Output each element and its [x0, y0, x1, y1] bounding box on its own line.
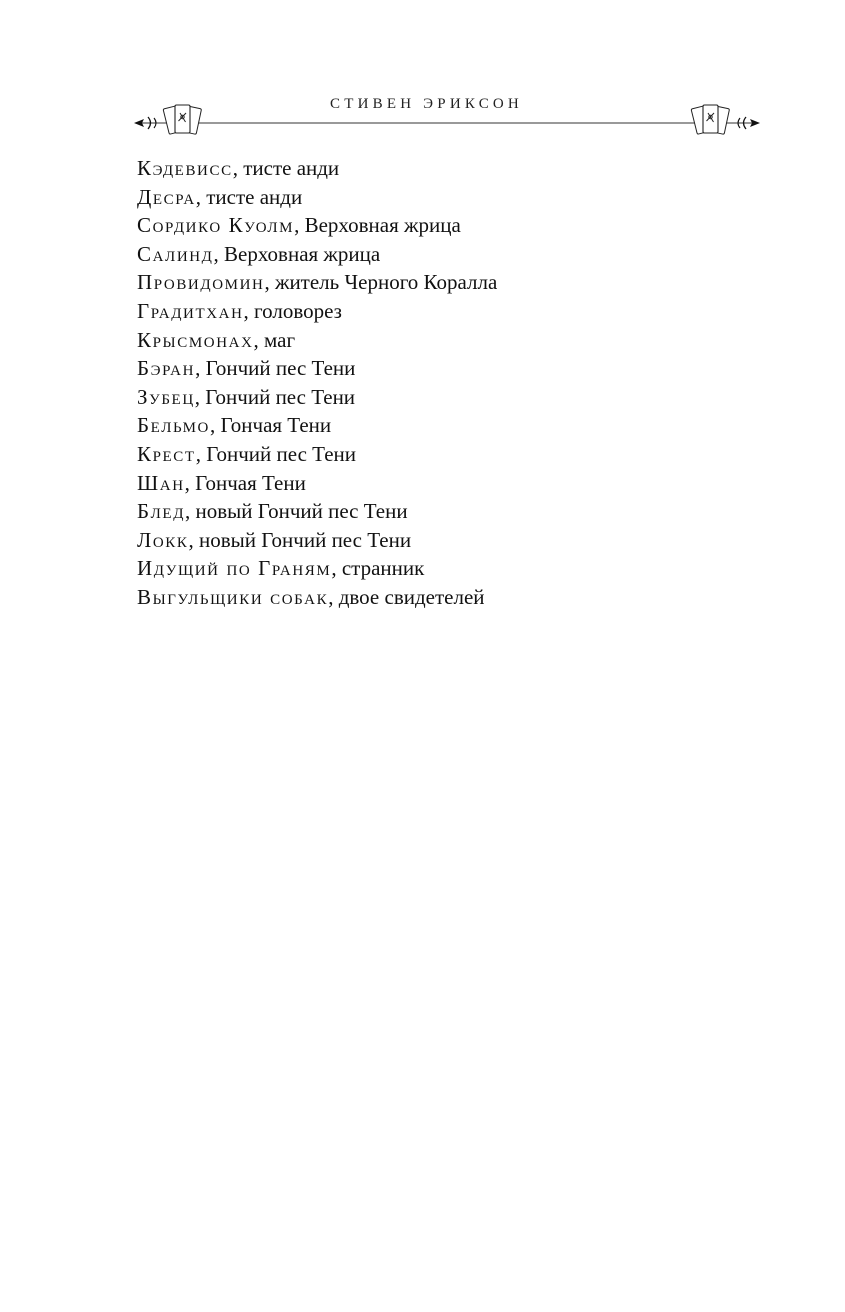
character-description: , тисте анди [232, 156, 340, 180]
character-name: Сордико Куолм [137, 213, 295, 238]
character-description: , Гончий пес Тени [194, 384, 356, 409]
character-description: , житель Черного Коралла [264, 270, 498, 295]
character-description: , Гончий пес Тени [195, 441, 356, 466]
character-name: Крест [137, 441, 196, 466]
tarot-cards-icon [163, 105, 201, 134]
character-entry [137, 211, 497, 240]
character-description: , новый Гончий пес Тени [188, 527, 412, 552]
character-entry [137, 440, 497, 469]
character-entry [137, 354, 497, 383]
character-name: Десра [137, 184, 196, 209]
character-description: , Гончая Тени [184, 470, 306, 495]
character-entry [137, 326, 497, 355]
character-description: , тисте анди [195, 184, 303, 209]
character-entry [137, 268, 497, 297]
character-entry [137, 583, 497, 612]
running-head-author: СТИВЕН ЭРИКСОН [330, 96, 523, 112]
character-list [137, 154, 497, 612]
character-entry [137, 497, 497, 526]
character-name: Кэдевисс [137, 156, 233, 180]
character-entry [137, 154, 497, 183]
character-entry [137, 383, 497, 412]
character-name: Шан [137, 470, 185, 495]
character-entry [137, 297, 497, 326]
character-name: Крысмонах [137, 327, 254, 352]
character-description: , Верховная жрица [213, 241, 381, 266]
character-description: , маг [253, 327, 296, 352]
character-name: Выгульщики собак [137, 584, 329, 609]
character-entry [137, 240, 497, 269]
character-name: Идущий по Граням [137, 556, 332, 581]
character-description: , Гончая Тени [209, 413, 332, 438]
header-ornament [134, 98, 760, 140]
character-entry [137, 554, 497, 583]
character-name: Градитхан [137, 298, 244, 323]
character-description: , двое свидетелей [328, 584, 485, 609]
character-name: Локк [137, 527, 189, 552]
character-description: , Верховная жрица [294, 213, 461, 238]
character-description: , новый Гончий пес Тени [185, 499, 408, 524]
character-name: Бельмо [137, 413, 210, 438]
character-name: Провидомин [137, 270, 265, 295]
tarot-cards-icon [691, 105, 729, 134]
character-entry [137, 411, 497, 440]
character-name: Зубец [137, 384, 195, 409]
character-entry [137, 183, 497, 212]
character-name: Бэран [137, 356, 196, 381]
character-name: Блед [137, 499, 186, 524]
character-description: , странник [331, 556, 425, 581]
character-name: Салинд [137, 241, 214, 266]
character-description: , Гончий пес Тени [195, 356, 356, 381]
character-entry [137, 526, 497, 555]
character-entry [137, 469, 497, 498]
character-description: , головорез [243, 298, 342, 323]
